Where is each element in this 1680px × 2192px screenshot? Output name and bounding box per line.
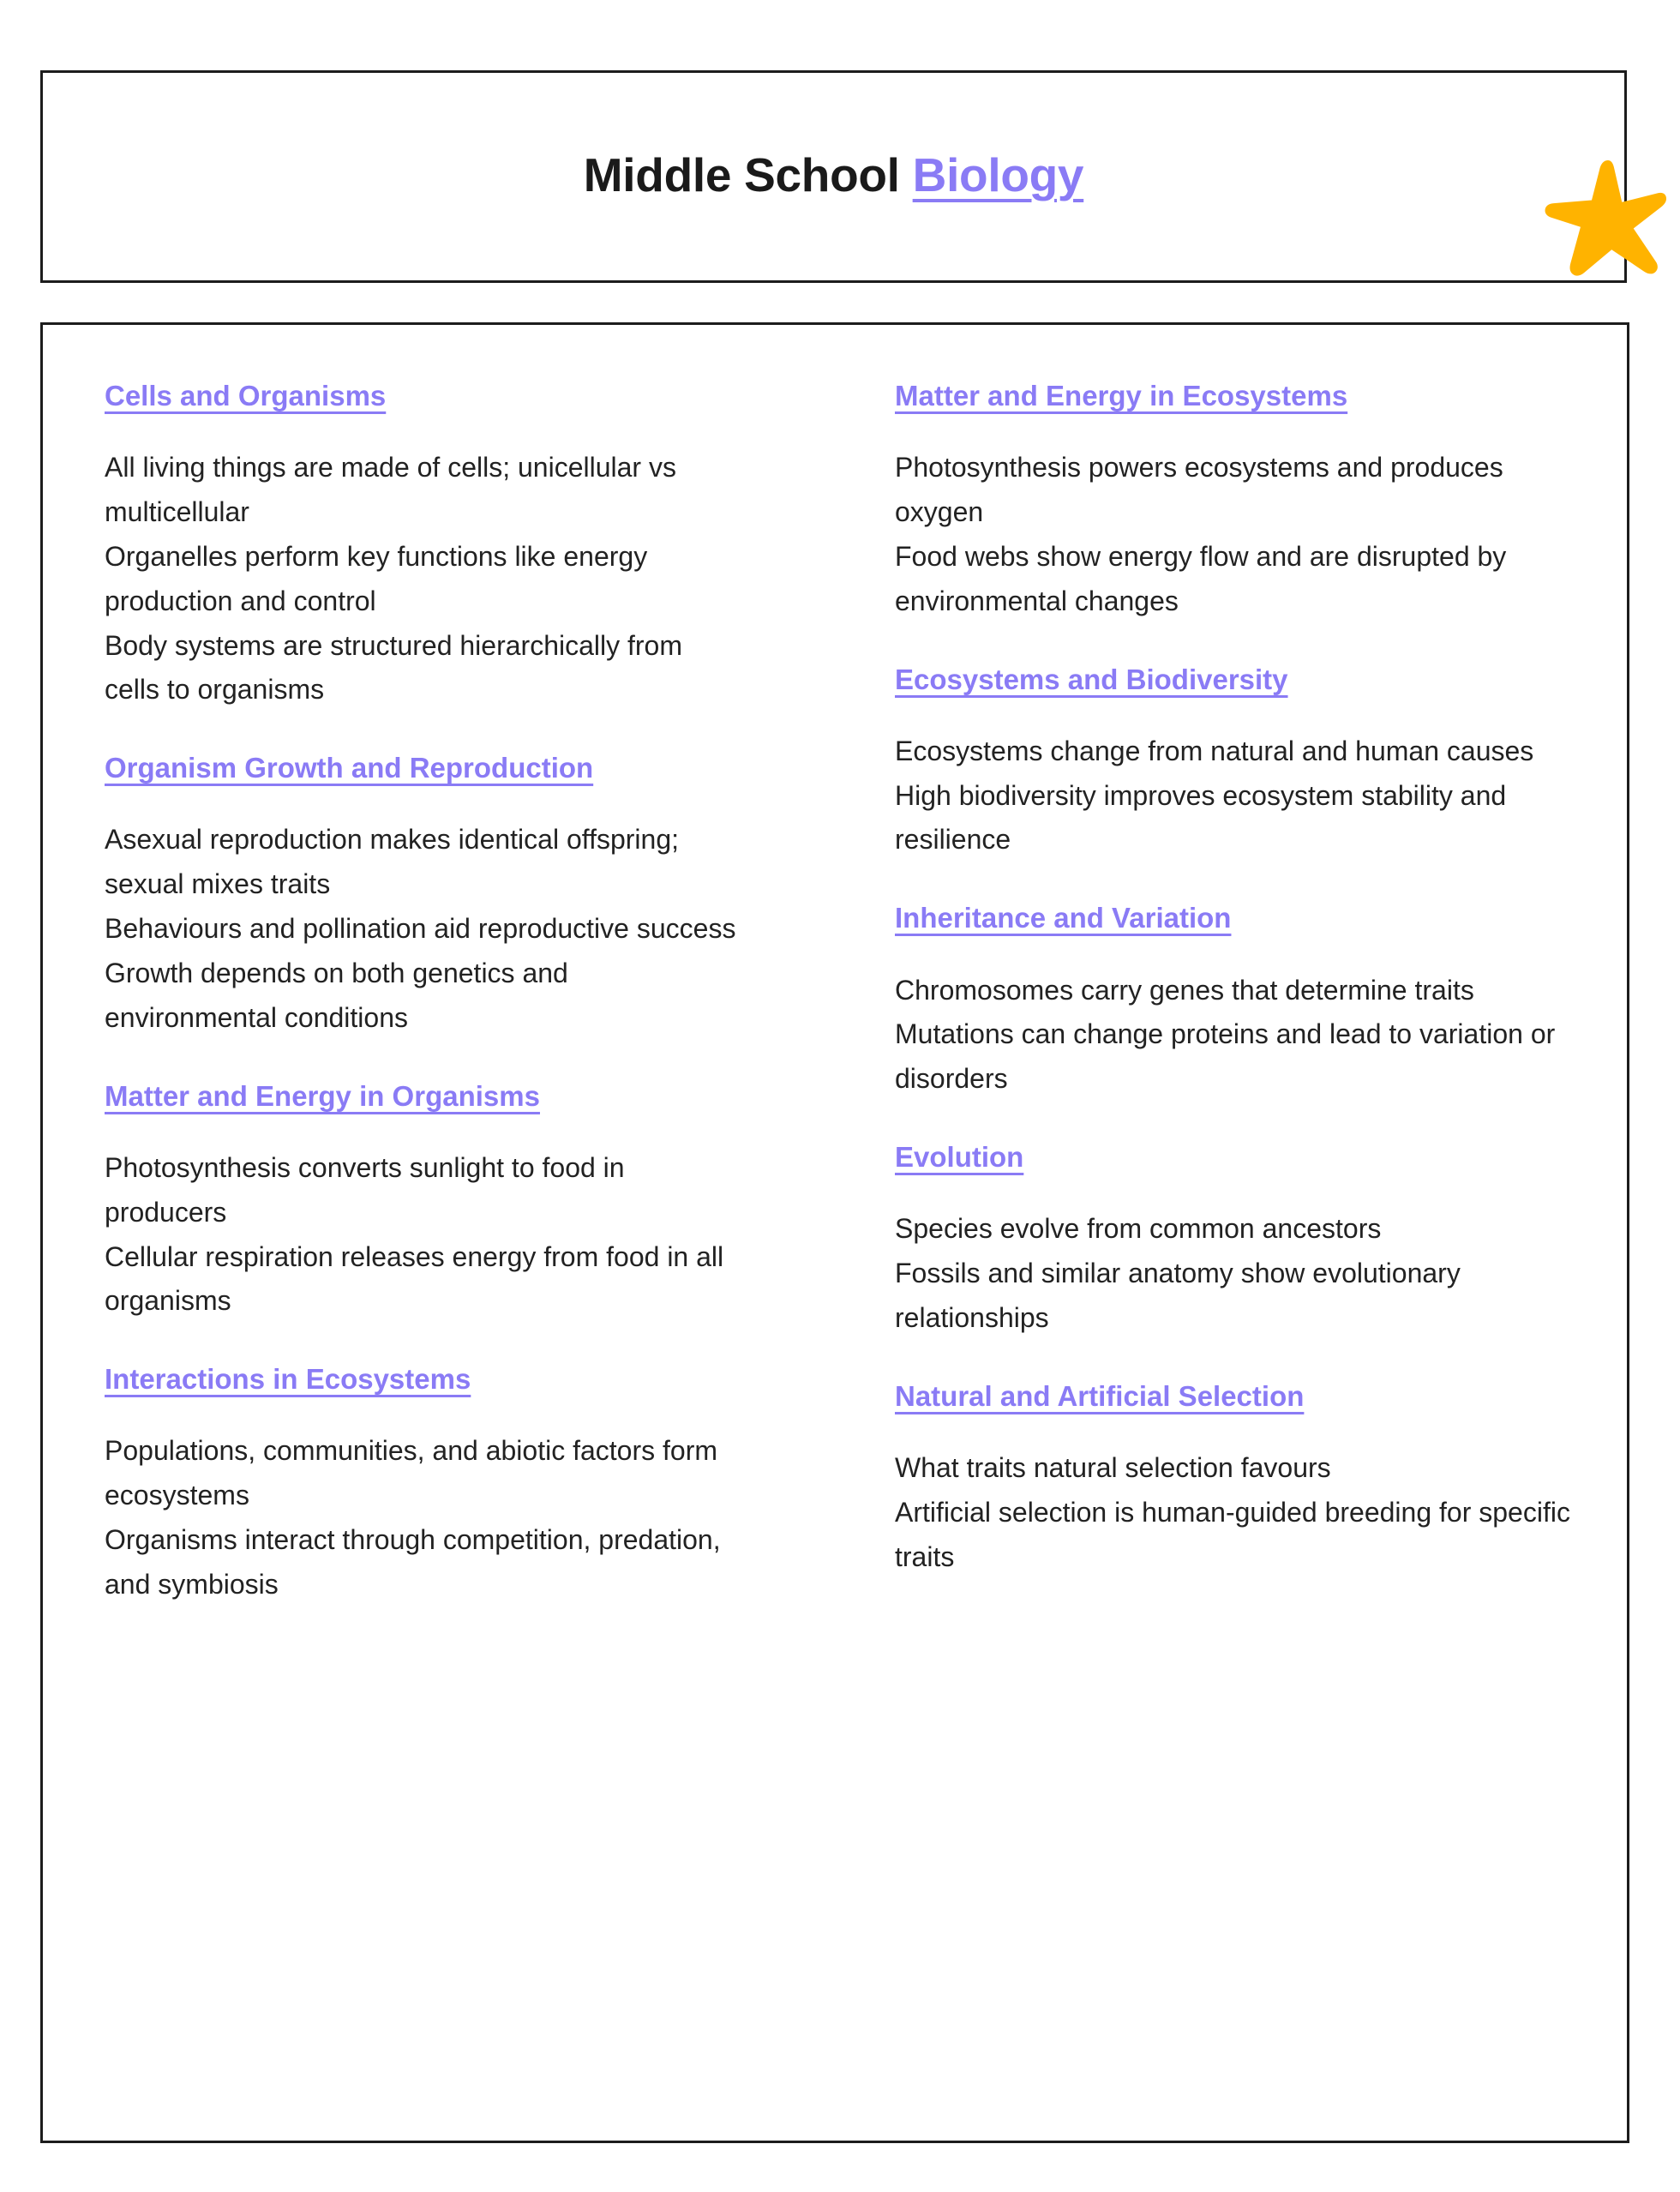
section-points [895, 1207, 1586, 1340]
section-points [105, 1429, 742, 1606]
page-title-prefix: Middle School [583, 147, 913, 201]
list-item: Photosynthesis converts sunlight to food in producers [105, 1151, 625, 1228]
list-item: Photosynthesis powers ecosystems and produces oxygen [895, 452, 1503, 528]
section-points [895, 730, 1586, 862]
section-matter-and-energy-in-ecosystems [895, 378, 1586, 624]
section-points [895, 969, 1586, 1102]
section-points [105, 446, 742, 712]
list-item: Behaviours and pollination aid reproductive success [105, 913, 736, 945]
section-heading[interactable]: Evolution [895, 1141, 1024, 1174]
right-column [845, 378, 1586, 1607]
section-natural-and-artificial-selection [895, 1378, 1586, 1580]
section-organism-growth-and-reproduction [105, 750, 742, 1040]
header-box [40, 70, 1627, 283]
section-heading[interactable]: Natural and Artificial Selection [895, 1379, 1305, 1412]
list-item: Mutations can change proteins and lead to variation or disorders [895, 1018, 1556, 1095]
list-item: Food webs show energy flow and are disrupted by environmental changes [895, 540, 1507, 616]
list-item: What traits natural selection favours [895, 1452, 1331, 1484]
section-matter-and-energy-in-organisms [105, 1078, 742, 1324]
section-cells-and-organisms [105, 378, 742, 712]
section-points [895, 1446, 1586, 1579]
section-heading[interactable]: Matter and Energy in Organisms [105, 1079, 540, 1112]
list-item: Fossils and similar anatomy show evolutionary relationships [895, 1258, 1461, 1333]
list-item: Chromosomes carry genes that determine traits [895, 974, 1474, 1006]
list-item: Species evolve from common ancestors [895, 1213, 1382, 1245]
list-item: Populations, communities, and abiotic factors form ecosystems [105, 1435, 717, 1511]
section-evolution [895, 1139, 1586, 1341]
section-heading[interactable]: Ecosystems and Biodiversity [895, 663, 1288, 695]
page-title [584, 149, 1083, 201]
list-item: High biodiversity improves ecosystem stability and resilience [895, 779, 1507, 856]
list-item: Organisms interact through competition, predation, and symbiosis [105, 1524, 721, 1600]
list-item: Artificial selection is human-guided breeding for specific traits [895, 1496, 1570, 1572]
section-points [105, 818, 742, 1040]
list-item: Organelles perform key functions like energy production and control [105, 540, 648, 616]
list-item: Body systems are structured hierarchically from cells to organisms [105, 629, 682, 706]
list-item: Asexual reproduction makes identical offspring; sexual mixes traits [105, 824, 679, 900]
section-ecosystems-and-biodiversity [895, 662, 1586, 863]
list-item: Ecosystems change from natural and human causes [895, 735, 1534, 766]
section-heading[interactable]: Inheritance and Variation [895, 902, 1232, 934]
list-item: All living things are made of cells; unicellular vs multicellular [105, 452, 676, 528]
section-heading[interactable]: Matter and Energy in Ecosystems [895, 380, 1348, 411]
two-column-layout [43, 325, 1627, 1607]
section-points [895, 446, 1586, 623]
section-interactions-in-ecosystems [105, 1361, 742, 1607]
section-points [105, 1146, 742, 1324]
section-heading[interactable]: Interactions in Ecosystems [105, 1363, 471, 1396]
content-box [40, 322, 1629, 2143]
section-heading[interactable]: Cells and Organisms [105, 380, 387, 411]
page-title-subject: Biology [912, 147, 1084, 201]
section-heading[interactable]: Organism Growth and Reproduction [105, 752, 594, 784]
left-column [105, 378, 845, 1607]
list-item: Growth depends on both genetics and environmental conditions [105, 957, 568, 1033]
list-item: Cellular respiration releases energy from food in all organisms [105, 1240, 724, 1317]
section-inheritance-and-variation [895, 900, 1586, 1102]
